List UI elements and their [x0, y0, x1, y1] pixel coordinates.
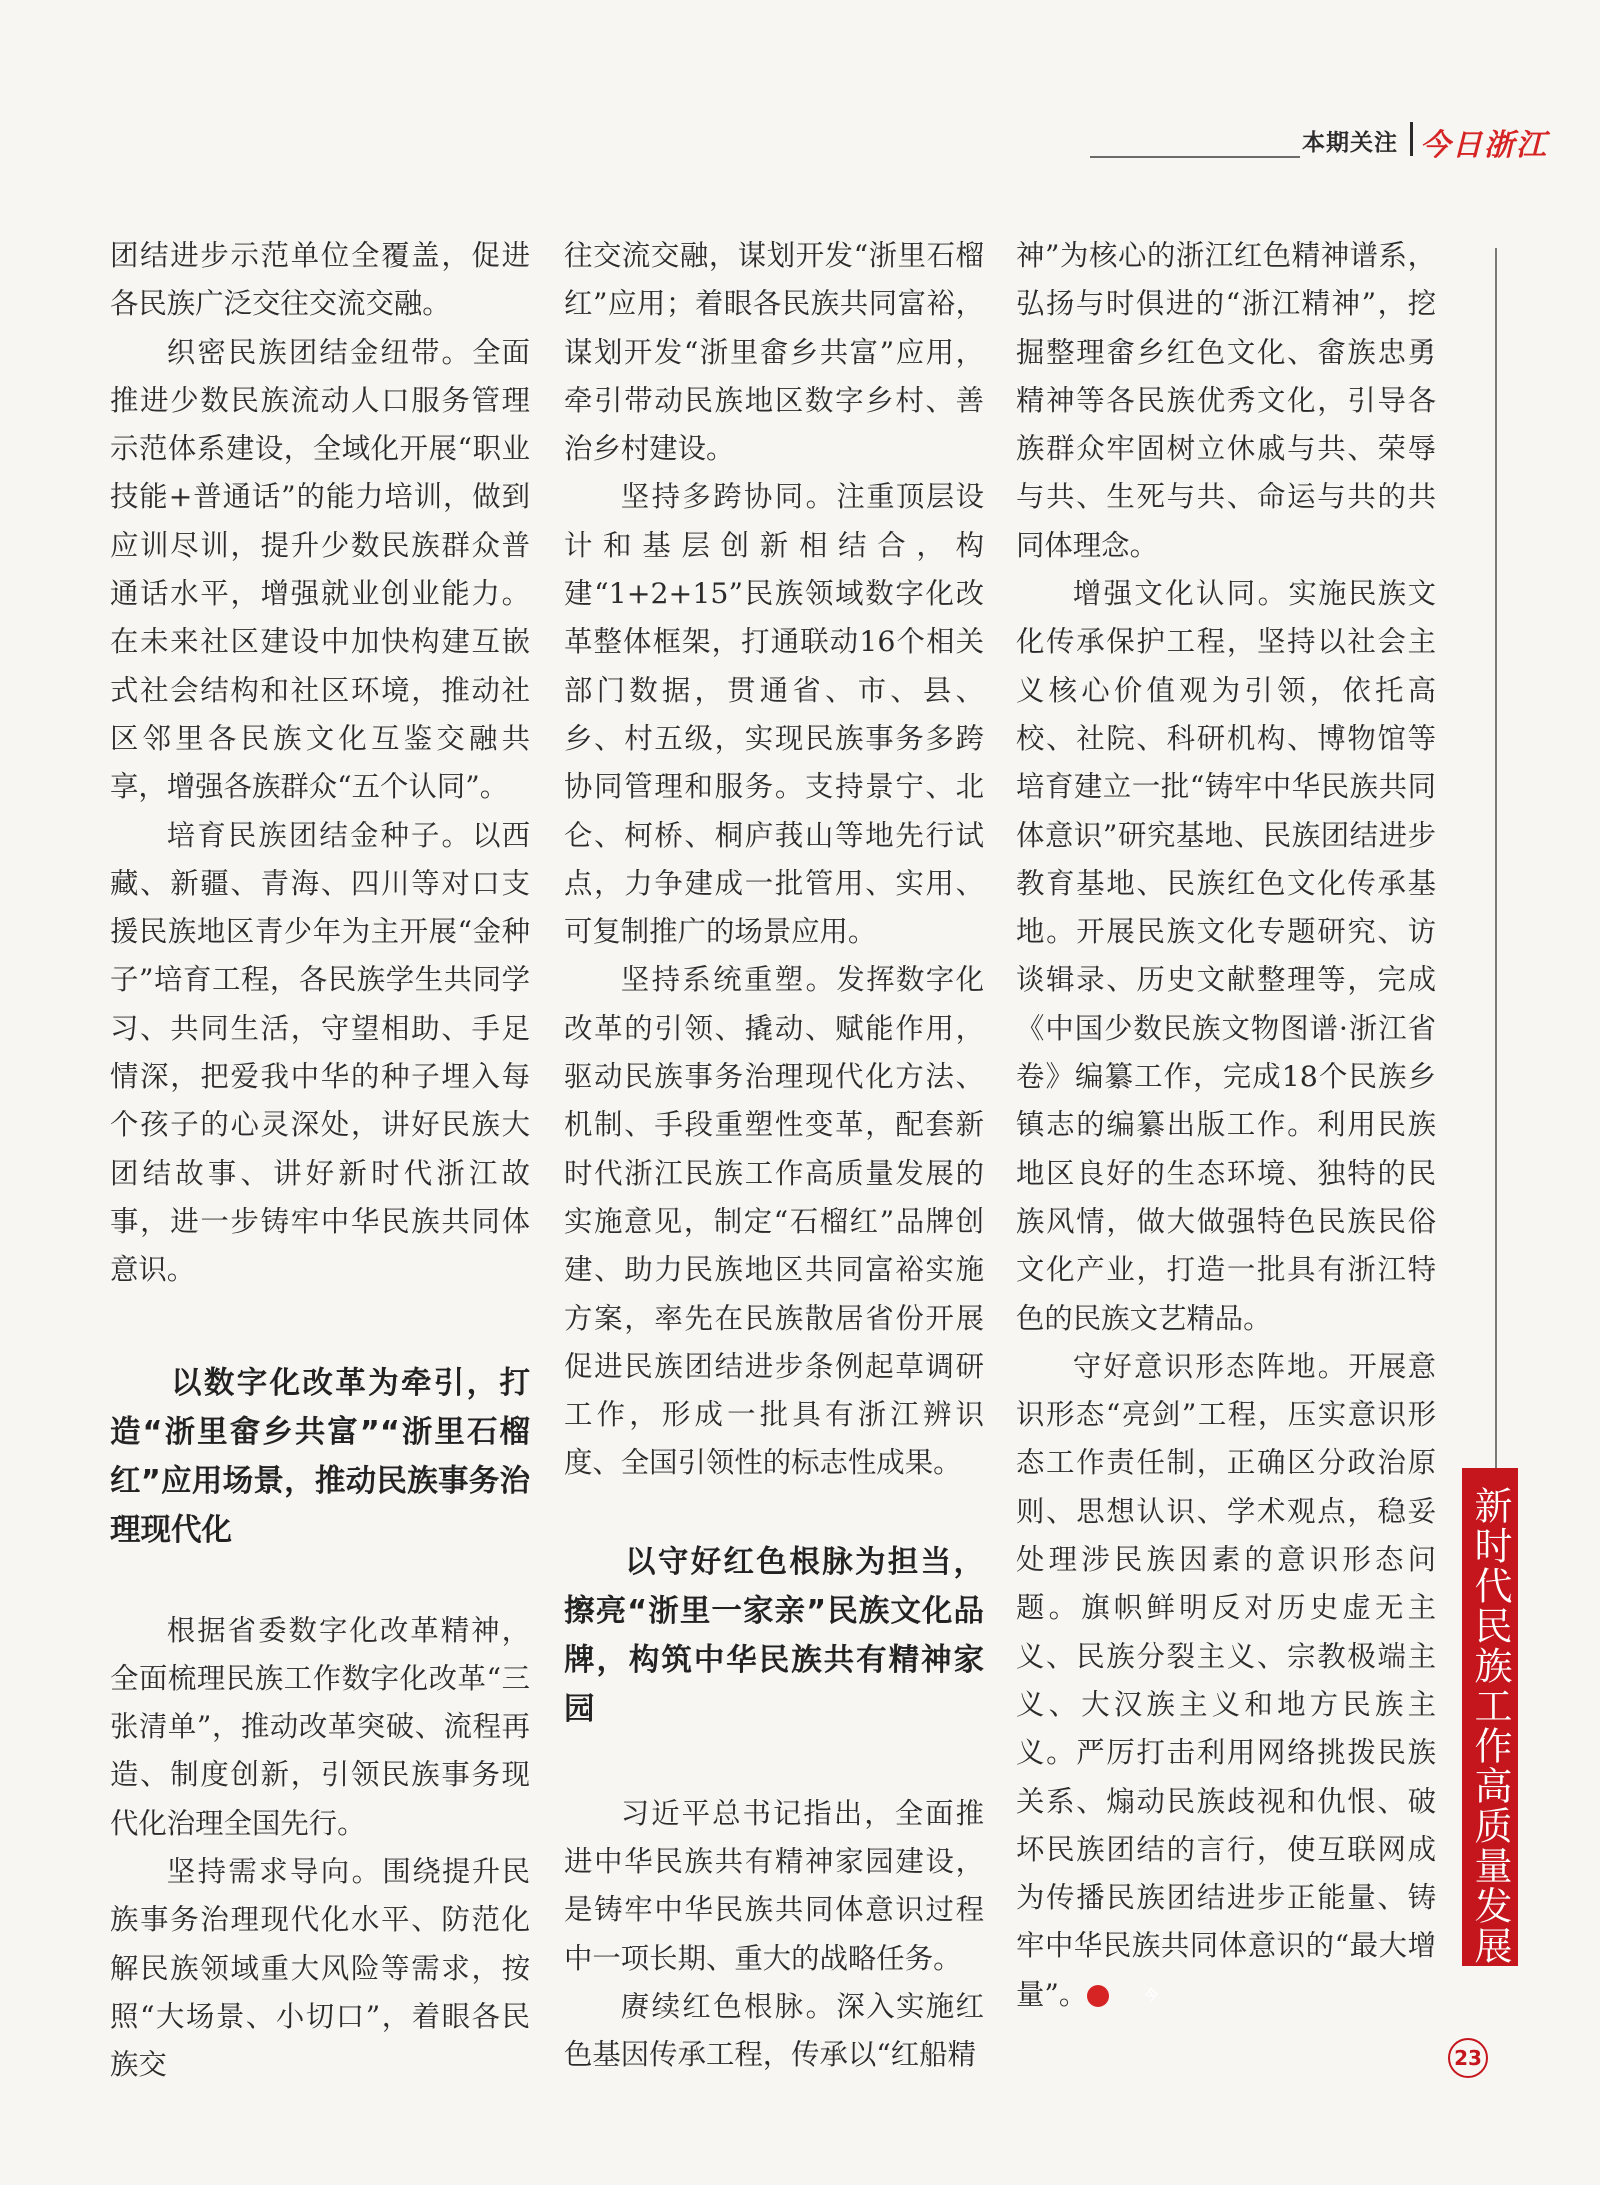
column-3 [1016, 232, 1436, 2019]
paragraph: 神”为核心的浙江红色精神谱系，弘扬与时俱进的“浙江精神”，挖掘整理畲乡红色文化、畲族忠勇精神等各民族优秀文化，引导各族群众牢固树立休戚与共、荣辱与共、生死与共、命运与共的共同体理念。 [1016, 239, 1436, 562]
section-heading: 以守好红色根脉为担当，擦亮“浙里一家亲”民族文化品牌，构筑中华民族共有精神家园 [564, 1544, 984, 1727]
header-rule [1090, 156, 1300, 158]
paragraph-lead: 坚持需求导向。 [166, 1855, 383, 1889]
paragraph-lead: 培育民族团结金种子。 [166, 818, 473, 852]
paragraph [564, 473, 984, 956]
page-number: 23 [1448, 2038, 1488, 2078]
paragraph [110, 329, 530, 812]
paragraph [110, 812, 530, 1295]
paragraph: 习近平总书记指出，全面推进中华民族共有精神家园建设，是铸牢中华民族共同体意识过程中一项长期、重大的战略任务。 [564, 1796, 984, 1975]
paragraph: 团结进步示范单位全覆盖，促进各民族广泛交往交流交融。 [110, 239, 530, 321]
paragraph [1016, 570, 1436, 1343]
paragraph [564, 956, 984, 1487]
paragraph-body: 发挥数字化改革的引领、撬动、赋能作用，驱动民族事务治理现代化方法、机制、手段重塑性变革，配套新时代浙江民族工作高质量发展的实施意见，制定“石榴红”品牌创建、助力民族地区共同富裕实施方案，率先在民族散居省份开展促进民族团结进步条例起草调研工作，形成一批具有浙江辨识度、全国引领性的标志性成果。 [564, 963, 984, 1480]
magazine-logo: 今日浙江 [1420, 128, 1548, 163]
paragraph-lead: 守好意识形态阵地。 [1072, 1349, 1349, 1383]
paragraph-body: 深入实施红色基因传承工程，传承以“红船精 [564, 1989, 984, 2072]
paragraph-lead: 坚持系统重塑。 [620, 963, 837, 997]
section-side-tab [1462, 1468, 1518, 1966]
section-heading: 以数字化改革为牵引，打造“浙里畲乡共富”“浙里石榴红”应用场景，推动民族事务治理现代化 [110, 1365, 530, 1548]
paragraph: 往交流交融，谋划开发“浙里石榴红”应用；着眼各民族共同富裕，谋划开发“浙里畲乡共富”应用，牵引带动民族地区数字乡村、善治乡村建设。 [564, 239, 984, 466]
paragraph-body: 开展意识形态“亮剑”工程，压实意识形态工作责任制，正确区分政治原则、思想认识、学术观点，稳妥处理涉民族因素的意识形态问题。旗帜鲜明反对历史虚无主义、民族分裂主义、宗教极端主义、大汉族主义和地方民族主义。严厉打击利用网络挑拨民族关系、煽动民族歧视和仇恨、破坏民族团结的言行，使互联网成为传播民族团结进步正能量、铸牢中华民族共同体意识的“最大增量”。 [1016, 1349, 1436, 2011]
paragraph-body: 围绕提升民族事务治理现代化水平、防范化解民族领域重大风险等需求，按照“大场景、小切口”，着眼各民族交 [110, 1855, 530, 2082]
paragraph: 根据省委数字化改革精神，全面梳理民族工作数字化改革“三张清单”，推动改革突破、流程再造、制度创新，引领民族事务现代化治理全国先行。 [110, 1613, 530, 1840]
paragraph-lead: 增强文化认同。 [1072, 577, 1289, 611]
paragraph-body: 注重顶层设计和基层创新相结合，构建“1+2+15”民族领域数字化改革整体框架，打通联动16个相关部门数据，贯通省、市、县、乡、村五级，实现民族事务多跨协同管理和服务。支持景宁、北仑、柯桥、桐庐莪山等地先行试点，力争建成一批管用、实用、可复制推广的场景应用。 [564, 480, 984, 949]
side-rule [1495, 248, 1497, 1468]
paragraph-body: 全面推进少数民族流动人口服务管理示范体系建设，全域化开展“职业技能+普通话”的能力培训，做到应训尽训，提升少数民族群众普通话水平，增强就业创业能力。在未来社区建设中加快构建互嵌式社会结构和社区环境，推动社区邻里各民族文化互鉴交融共享，增强各族群众“五个认同”。 [110, 335, 530, 804]
section-title: 本期关注 [1302, 130, 1398, 156]
paragraph [1016, 1343, 1436, 2019]
paragraph-lead: 赓续红色根脉。 [620, 1989, 837, 2023]
page-header [1090, 118, 1548, 163]
column-1 [110, 232, 530, 2090]
paragraph-lead: 织密民族团结金纽带。 [166, 335, 473, 369]
paragraph-body: 实施民族文化传承保护工程，坚持以社会主义核心价值观为引领，依托高校、社院、科研机构、博物馆等培育建立一批“铸牢中华民族共同体意识”研究基地、民族团结进步教育基地、民族红色文化传承基地。开展民族文化专题研究、访谈辑录、历史文献整理等，完成《中国少数民族文物图谱·浙江省卷》编纂工作，完成18个民族乡镇志的编纂出版工作。利用民族地区良好的生态环境、独特的民族风情，做大做强特色民族民俗文化产业，打造一批具有浙江特色的民族文艺精品。 [1016, 577, 1436, 1335]
header-divider [1410, 122, 1413, 156]
paragraph [110, 1848, 530, 2089]
paragraph [564, 1983, 984, 2080]
end-of-article-icon: 今 [1087, 1985, 1109, 2007]
side-tab-label: 新时代民族工作高质量发展 [1468, 1486, 1512, 1966]
paragraph-body: 以西藏、新疆、青海、四川等对口支援民族地区青少年为主开展“金种子”培育工程，各民族学生共同学习、共同生活，守望相助、手足情深，把爱我中华的种子埋入每个孩子的心灵深处，讲好民族大团结故事、讲好新时代浙江故事，进一步铸牢中华民族共同体意识。 [110, 818, 530, 1287]
column-2 [564, 232, 984, 2080]
paragraph-lead: 坚持多跨协同。 [620, 480, 837, 514]
